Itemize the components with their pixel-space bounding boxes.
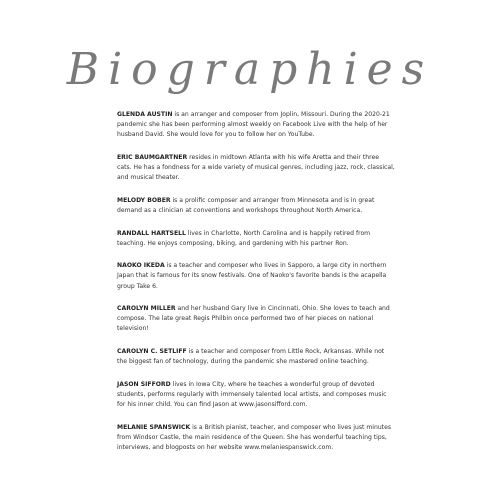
bio-paragraph-glenda-austin [117, 110, 395, 140]
bio-name: RANDALL HARTSELL [117, 229, 186, 237]
bio-text: is a teacher and composer from Little Rock, Arkansas. While not the biggest fan of technology, during the pandemic she mastered online teaching. [117, 348, 385, 366]
bio-text: lives in Iowa City, where he teaches a wonderful group of devoted students, performs regularly with immensely talented local artists, and composes music for his inner child. You can find Jason at www.jasonsifford.com. [117, 380, 387, 409]
bio-paragraph-melanie-spanswick [117, 423, 395, 453]
bio-text: is a British pianist, teacher, and composer who lives just minutes from Windsor Castle, the main residence of the Queen. She has wonderful teaching tips, interviews, and blogposts on her website www.melaniespanswick.com. [117, 423, 391, 451]
bio-text: resides in midtown Atlanta with his wife Aretta and their three cats. He has a fondness for a wide variety of musical genres, including jazz, rock, classical, and musical theater. [117, 153, 395, 182]
bio-paragraph-melody-bober [117, 196, 395, 216]
bio-paragraph-randall-hartsell [117, 229, 395, 249]
bio-text: is a prolific composer and arranger from Minnesota and is in great demand as a clinician at conventions and workshops throughout North America. [117, 196, 375, 214]
bio-paragraph-carolyn-miller [117, 304, 395, 334]
bio-name: CAROLYN C. SETLIFF [117, 348, 187, 356]
bio-name: GLENDA AUSTIN [117, 111, 173, 118]
bio-paragraph-eric-baumgartner [117, 153, 395, 183]
bio-name: MELODY BOBER [117, 196, 171, 204]
bio-name: MELANIE SPANSWICK [117, 423, 191, 431]
bio-text: is an arranger and composer from Joplin, Missouri. During the 2020-21 pandemic she has been performing almost weekly on Facebook Live with the help of her husband David. She would love for you to follow her on YouTube. [117, 111, 390, 139]
bio-paragraph-naoko-ikeda [117, 261, 395, 291]
bio-name: NAOKO IKEDA [117, 262, 165, 270]
bio-text: is a teacher and composer who lives in Sapporo, a large city in northern Japan that is famous for its snow festivals. One of Naoko's favorite bands is the acapella group Take 6. [117, 262, 387, 290]
bio-name: CAROLYN MILLER [117, 305, 176, 313]
bio-text: and her husband Gary live in Cincinnati, Ohio. She loves to teach and compose. The late great Regis Philbin once performed two of her pieces on national television! [117, 305, 390, 333]
bio-text: lives in Charlotte, North Carolina and is happily retired from teaching. He enjoys composing, biking, and gardening with his partner Ron. [117, 229, 371, 247]
bio-paragraph-jason-sifford [117, 380, 395, 410]
bio-name: ERIC BAUMGARTNER [117, 153, 188, 161]
bio-name: JASON SIFFORD [117, 380, 171, 388]
bio-paragraph-carolyn-c-setliff [117, 347, 395, 367]
page-title: Biographies [66, 44, 434, 95]
biographies-list [117, 110, 395, 466]
